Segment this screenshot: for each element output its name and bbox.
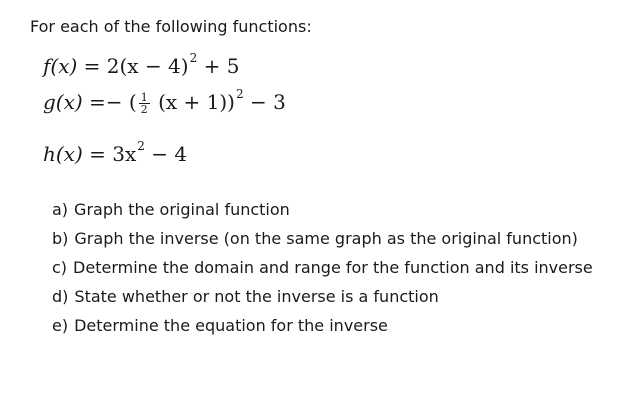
open-paren: (	[128, 90, 137, 114]
list-item	[52, 253, 593, 282]
function-f-equation	[43, 51, 240, 78]
task-text: Determine the equation for the inverse	[74, 316, 388, 335]
task-text: State whether or not the inverse is a function	[74, 287, 439, 306]
function-g-body: (x + 1))	[158, 90, 235, 114]
exponent: 2	[137, 139, 145, 154]
function-g-constant: − 3	[249, 90, 286, 114]
list-marker: e)	[52, 316, 69, 335]
list-marker: c)	[52, 258, 68, 277]
exponent: 2	[189, 51, 198, 66]
list-item	[52, 224, 593, 253]
function-f-name: f(x)	[43, 54, 78, 78]
function-f-constant: + 5	[203, 54, 240, 78]
fraction	[139, 92, 150, 115]
list-marker: d)	[52, 287, 69, 306]
list-marker: b)	[52, 229, 69, 248]
task-text: Graph the original function	[74, 200, 290, 219]
list-item	[52, 282, 593, 311]
list-item	[52, 195, 593, 224]
fraction-denominator: 2	[140, 103, 148, 116]
function-h-equation	[43, 139, 188, 166]
instructions-heading: For each of the following functions:	[30, 17, 312, 36]
function-f-body: 2(x − 4)	[106, 54, 189, 78]
exponent: 2	[235, 87, 244, 102]
list-item	[52, 311, 593, 340]
function-h-constant: − 4	[151, 142, 188, 166]
function-h-body: 3x	[112, 142, 137, 166]
equals-sign: =−	[89, 90, 123, 114]
function-g-name: g(x)	[43, 90, 83, 114]
function-g-equation	[43, 87, 286, 116]
task-list	[52, 195, 593, 340]
fraction-numerator: 1	[140, 91, 148, 104]
task-text: Graph the inverse (on the same graph as the original function)	[74, 229, 578, 248]
function-h-name: h(x)	[43, 142, 83, 166]
task-text: Determine the domain and range for the function and its inverse	[73, 258, 593, 277]
equals-sign: =	[83, 54, 101, 78]
list-marker: a)	[52, 200, 69, 219]
equals-sign: =	[89, 142, 106, 166]
